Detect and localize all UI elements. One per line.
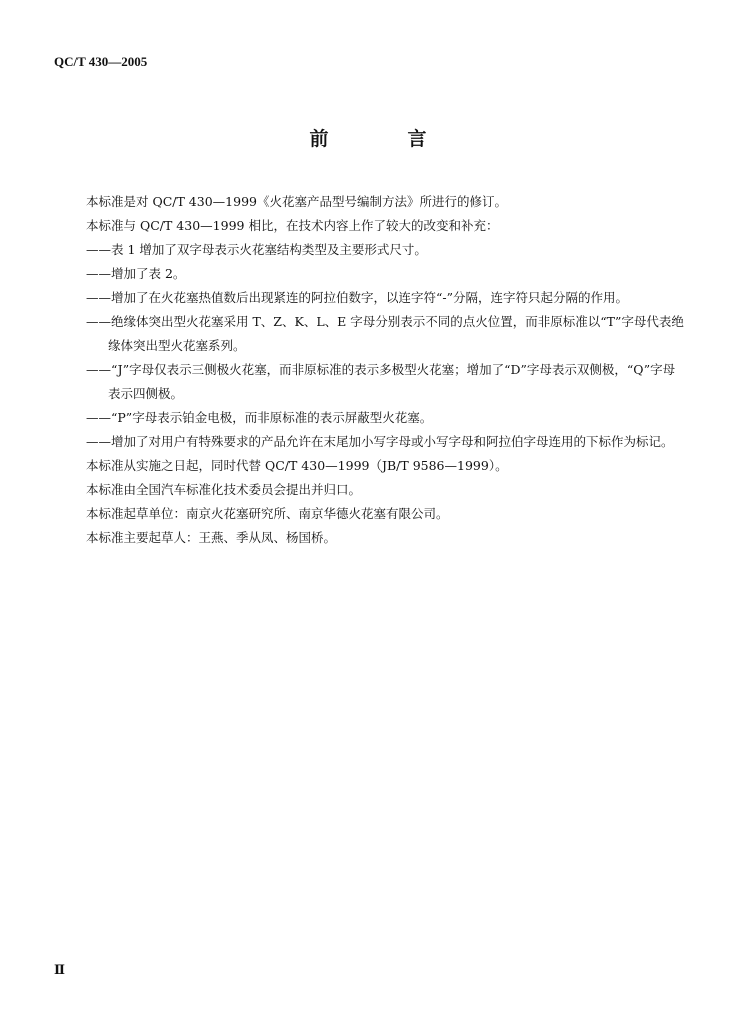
paragraph-revision-note: 本标准是对 QC/T 430—1999《火花塞产品型号编制方法》所进行的修订。 bbox=[86, 194, 507, 209]
list-item-change-4: ——绝缘体突出型火花塞采用 T、Z、K、L、E 字母分别表示不同的点火位置，而非原标准以“T”字母代表绝缘体突出型火花塞系列。 bbox=[86, 314, 684, 353]
list-item-change-6: ——“P”字母表示铂金电极，而非原标准的表示屏蔽型火花塞。 bbox=[86, 410, 433, 425]
paragraph-proposed-by: 本标准由全国汽车标准化技术委员会提出并归口。 bbox=[86, 482, 362, 497]
list-item-change-3: ——增加了在火花塞热值数后出现紧连的阿拉伯数字，以连字符“-”分隔，连字符只起分隔的作用。 bbox=[86, 290, 629, 305]
paragraph-drafters: 本标准主要起草人：王燕、季从凤、杨国桥。 bbox=[86, 530, 337, 545]
paragraph-drafting-units: 本标准起草单位：南京火花塞研究所、南京华德火花塞有限公司。 bbox=[86, 506, 449, 521]
paragraph-replacement: 本标准从实施之日起，同时代替 QC/T 430—1999（JB/T 9586—1999）。 bbox=[86, 458, 508, 473]
list-item-change-5: ——“J”字母仅表示三侧极火花塞，而非原标准的表示多极型火花塞；增加了“D”字母表示双侧极，“Q”字母表示四侧极。 bbox=[86, 362, 676, 401]
list-item-change-1: ——表 1 增加了双字母表示火花塞结构类型及主要形式尺寸。 bbox=[86, 242, 427, 257]
standard-code-header: QC/T 430—2005 bbox=[54, 54, 148, 69]
list-item-change-2: ——增加了表 2。 bbox=[86, 266, 186, 281]
page-title: 前 言 bbox=[309, 128, 457, 150]
paragraph-changes-intro: 本标准与 QC/T 430—1999 相比，在技术内容上作了较大的改变和补充： bbox=[86, 218, 499, 233]
list-item-change-7: ——增加了对用户有特殊要求的产品允许在末尾加小写字母或小写字母和阿拉伯字母连用的下标作为标记。 bbox=[86, 434, 674, 449]
page-number: Ⅱ bbox=[54, 962, 65, 977]
document-body bbox=[86, 190, 686, 550]
